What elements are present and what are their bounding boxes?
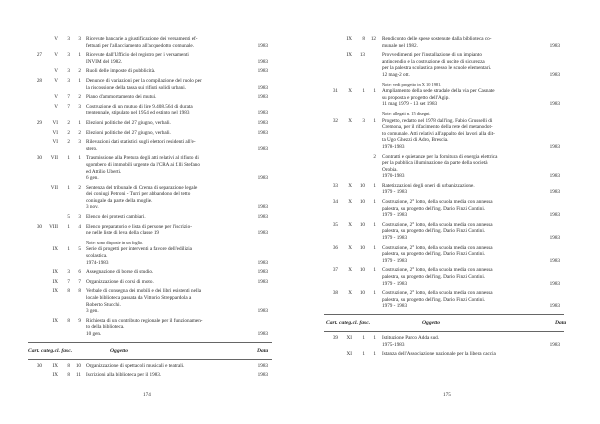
categoria: X [348,117,352,124]
inventory-entry [300,199,600,219]
entry-year: 1983 [257,308,268,315]
categoria: IX [346,36,352,42]
entry-year: 1983 [257,372,268,379]
classe: 7 [67,94,70,101]
entry-note: Note: sono disposte in un foglio. [86,239,144,245]
cartella-number: 33 [332,182,338,189]
inventory-entry [0,288,300,314]
categoria: VIII [49,223,58,230]
header-rule-bottom [28,359,272,360]
entry-year: 1983 [549,189,560,196]
fascicolo: 1 [78,155,81,162]
cartella-number: 29 [36,119,42,126]
inventory-entry [300,52,600,78]
cartella-number: 28 [36,77,42,84]
entry-subject: Piano d'ammortamento dei mutui. [86,94,157,101]
entry-year: 1983 [257,119,268,126]
inventory-entry [300,88,600,108]
fascicolo: 1 [373,267,376,274]
cartella-number: 39 [332,334,338,341]
inventory-entry [300,111,600,118]
fascicolo: 3 [78,36,81,42]
categoria: IX [52,362,58,369]
inventory-entry [0,269,300,276]
entry-subject: Organizzazione di spettacoli musicali e teatrali. [86,362,185,369]
entry-year: 1983 [257,330,268,337]
inventory-entry [0,224,300,237]
entry-subject: Costruzione di un mutuo di lire 9.408.564 di durata trentennale, stipulato nel 1954 ed estinto nel 1983 [86,103,193,117]
fascicolo: 1 [78,77,81,84]
header-reference-columns: Cart. categ.cl. fasc. [28,347,73,354]
categoria: V [54,36,58,42]
categoria: V [54,94,58,101]
inventory-entry [0,120,300,127]
fascicolo: 3 [78,214,81,221]
categoria: IX [52,246,58,253]
classe: 1 [67,155,70,162]
fascicolo: 1 [373,244,376,251]
entry-year: 1983 [549,257,560,264]
entry-note: Note: vedi progetto in X 10 1981. [382,81,442,87]
entry-year: 1983 [257,110,268,117]
fascicolo: 8 [78,288,81,295]
categoria: X [348,199,352,206]
classe: 10 [359,199,365,206]
header-rule-top [324,314,564,315]
header-date: Data [555,319,567,326]
entry-subject: Serie di progetti per interventi a favore dell'edilizia scolastica. 1974-1983 [86,246,192,266]
entry-subject: Ratetizzazioni degli oneri di urbanizzazione. 1979 - 1983 [382,182,475,196]
entry-subject: Ampliamento della sede stradale della via per Casnate su proposta e progetto dell'Agip. 11 mag 1979 - 13 set 1983 [382,88,495,108]
inventory-entry [300,245,600,265]
classe: 1 [362,334,365,341]
entry-year: 1983 [549,235,560,242]
fascicolo: 3 [78,103,81,110]
categoria: X [348,267,352,274]
cartella-number: 30 [36,223,42,230]
inventory-entry [300,183,600,196]
classe: 8 [67,362,70,369]
classe: 10 [359,290,365,297]
entry-subject: Sentenza del tribunale di Crema di separazione legale dei coniugi Petroni - Turri per abbandono del tetto coniugale da parte della moglie. 3 nov. [86,184,198,211]
inventory-entry [0,185,300,211]
right-page [300,0,600,424]
classe: 3 [67,52,70,59]
entry-year: 1983 [257,230,268,237]
entry-subject: Iscrizioni alla biblioteca per il 1983. [86,372,162,379]
classe: 10 [359,221,365,228]
entry-year: 1983 [257,129,268,136]
inventory-entry [300,222,600,242]
categoria: XI [346,351,352,358]
categoria: VI [52,129,58,136]
fascicolo: 2 [78,129,81,136]
fascicolo: 1 [373,334,376,341]
left-page-number: 174 [143,392,151,398]
categoria: IX [52,269,58,276]
entry-year: 1983 [257,362,268,369]
classe: 3 [67,269,70,276]
inventory-entry [300,154,600,180]
entry-subject: Richiesta di un contributo regionale per il funzionamen- to della biblioteca. 10 gen. [86,317,203,337]
fascicolo: 1 [373,182,376,189]
cartella-number: 27 [36,52,42,59]
categoria: IX [346,52,352,59]
fascicolo: 1 [373,351,376,358]
categoria: VI [52,139,58,146]
classe: 2 [67,139,70,146]
classe: 10 [359,267,365,274]
categoria: IX [52,317,58,324]
classe: 5 [67,214,70,221]
fascicolo: 3 [78,139,81,146]
classe: 8 [67,288,70,295]
inventory-entry [300,351,600,358]
header-subject: Oggetto [110,347,129,354]
entry-subject: Elenco preparatorio e lista di persone per l'iscrizio- ne nelle liste di leva della classe 19 [86,223,192,237]
fascicolo: 10 [75,362,81,369]
classe: 3 [67,68,70,75]
fascicolo: 7 [78,278,81,285]
entry-subject: Rilevazioni dati statistici sugli elettori residenti all'e- stero. [86,139,196,152]
entry-subject: Istanza dell'Associazione nazionale per la libera caccia [382,351,496,358]
categoria: IX [52,372,58,379]
inventory-entry [0,279,300,286]
fascicolo: 12 [370,36,376,42]
categoria: X [348,244,352,251]
entry-subject: Costruzione, 2° lotto, della scuola media con annessa palestra, su progetto dell'ing. Dario Finzi Contini. 1979 - 1983 [382,199,493,219]
entry-subject: Contratti e quietanze per la fornitura di energia elettrica per la pubblica illuminazione da parte della società Orobia. 1970-1983 [382,153,498,180]
categoria: X [348,182,352,189]
fascicolo: 6 [78,269,81,276]
table-header [0,346,300,358]
fascicolo: 1 [373,221,376,228]
inventory-entry [0,214,300,221]
fascicolo: 2 [78,68,81,75]
entry-subject: Istituzione Parco Adda sud. 1975-1983 [382,334,440,348]
categoria: X [348,88,352,95]
classe: 1 [362,351,365,358]
entry-year: 1983 [549,42,560,49]
categoria: VII [50,184,58,191]
entry-year: 1983 [549,101,560,108]
fascicolo: 1 [373,117,376,124]
entry-year: 1983 [257,145,268,152]
classe: 8 [67,372,70,379]
fascicolo: 5 [78,246,81,253]
entry-subject: Denunce di variazioni per la compilazione del ruolo per la riscossione della tassa sui rifiuti solidi urbani. [86,77,202,91]
entry-subject: Organizzazione di corsi di moto. [86,278,154,285]
cartella-number: 35 [332,221,338,228]
inventory-entry [0,104,300,117]
entry-year: 1983 [257,259,268,266]
inventory-entry [300,118,600,151]
left-page-entries [0,36,300,382]
inventory-entry [300,82,600,89]
entry-subject: Elezioni politiche del 27 giugno, verbali. [86,129,171,136]
classe: 1 [67,246,70,253]
classe: 7 [67,103,70,110]
entry-subject: Provvedimenti per l'installazione di un impianto antincendio e la costruzione di uscite di sicurezza per la palestra scolastica presso le scuole elementari. 12 mag-2 ott. [382,52,492,78]
classe: 7 [67,278,70,285]
classe: 1 [362,88,365,95]
fascicolo: 2 [78,184,81,191]
right-page-number: 175 [443,392,451,398]
entry-subject: Costruzione, 2° lotto, della scuola media con annessa palestra, su progetto dell'ing. Dario Finzi Contini. 1979 - 1983 [382,267,493,287]
entry-subject: Trasmissione alla Pretura degli atti relativi al rifiuto di sgombero di immobili urgente da l'CRA ai f.lli Stefano ed Attilio Uberti. 6 gen. [86,155,200,182]
categoria: V [54,77,58,84]
categoria: IX [52,288,58,295]
fascicolo: 4 [78,223,81,230]
classe: 2 [67,119,70,126]
entry-year: 1983 [257,84,268,91]
header-rule-top [28,342,272,343]
cartella-number: 31 [332,88,338,95]
header-rule-bottom [324,331,564,332]
inventory-entry [300,36,600,49]
entry-year: 1983 [549,143,560,150]
categoria: XI [346,334,352,341]
classe: 3 [67,77,70,84]
fascicolo: 2 [78,94,81,101]
entry-year: 1983 [257,269,268,276]
categoria: V [54,52,58,59]
entry-year: 1983 [549,280,560,287]
entry-year: 1983 [257,278,268,285]
entry-year: 1983 [257,214,268,221]
entry-subject: Costruzione, 2° lotto, della scuola media con annessa palestra, su progetto dell'ing. Dario Finzi Contini. 1979 - 1983 [382,221,493,242]
inventory-entry [0,318,300,338]
inventory-entry [0,78,300,91]
inventory-entry [300,335,600,348]
cartella-number: 32 [332,117,338,124]
table-header [300,318,600,330]
entry-year: 1983 [549,212,560,219]
categoria: V [54,103,58,110]
entry-subject: Progetto, redatto nel 1978 dall'ing. Fabio Grusselli di Cremona, per il rifacimento della rete del metanodot- to comunale. Atti relativi all'appalto dei lavori alla dit- ta Ugo Ghezzi di Adro, Brescia. 1978-1983 [382,117,495,150]
entry-note: Note: allegati n. 15 disegni. [382,110,431,116]
inventory-entry [0,139,300,152]
fascicolo: 9 [78,317,81,324]
fascicolo: 1 [78,119,81,126]
cartella-number: 37 [332,267,338,274]
entry-year: 1983 [257,204,268,211]
inventory-entry [0,246,300,266]
entry-year: 1983 [549,71,560,78]
inventory-entry [0,36,300,49]
entry-year: 1983 [257,175,268,182]
entry-year: 1983 [257,68,268,75]
entry-subject: Assegnazione di borse di studio. [86,269,154,276]
inventory-entry [0,94,300,101]
entry-subject: Ricevute dall'Ufficio del registro per i versamenti INVIM del 1982. [86,52,189,65]
inventory-entry [0,52,300,65]
entry-year: 1983 [549,341,560,348]
cartella-number: 34 [332,199,338,206]
categoria: IX [52,278,58,285]
inventory-entry [0,372,300,379]
fascicolo: 11 [76,372,81,379]
categoria: X [348,290,352,297]
entry-subject: Ricevute bancarie a giustificazione dei versamenti ef- fettuati per l'allacciamento all'acquedotto comunale. [86,36,198,49]
fascicolo: 1 [373,199,376,206]
entry-year: 1983 [257,58,268,65]
entry-subject: Rendiconto delle spese sostenute dalla biblioteca co- munale nel 1982. [382,36,492,49]
fascicolo: 2 [373,153,376,160]
cartella-number: 30 [36,362,42,369]
entry-subject: Elenco dei protesti cambiari. [86,214,146,221]
fascicolo: 1 [373,88,376,95]
classe: 1 [67,223,70,230]
entry-year: 1983 [549,173,560,180]
header-subject: Oggetto [422,319,441,326]
classe: 1 [67,184,70,191]
entry-year: 1983 [549,303,560,310]
classe: 8 [67,317,70,324]
classe: 13 [359,52,365,59]
header-date: Data [257,347,269,354]
inventory-entry [0,130,300,137]
entry-year: 1983 [257,94,268,101]
cartella-number: 30 [36,155,42,162]
entry-subject: Elezioni politiche del 27 giugno, verbali. [86,119,171,126]
categoria: VI [52,119,58,126]
entry-year: 1983 [257,42,268,49]
right-page-entries [300,36,600,361]
categoria: V [54,68,58,75]
inventory-entry [0,155,300,181]
header-reference-columns: Cart. categ.cl. fasc. [326,319,371,326]
inventory-entry [300,267,600,287]
categoria: X [348,221,352,228]
classe: 10 [359,182,365,189]
inventory-entry [0,363,300,370]
classe: 2 [67,129,70,136]
categoria: VII [50,155,58,162]
entry-subject: Ruoli delle imposte di pubblicità. [86,68,156,75]
cartella-number: 36 [332,244,338,251]
fascicolo: 1 [78,52,81,59]
entry-subject: Costruzione, 2° lotto, della scuola media con annessa palestra, su progetto dell'ing. Dario Finzi Contini. 1979 - 1983 [382,290,493,310]
inventory-entry [300,290,600,310]
entry-subject: Costruzione, 2° lotto, della scuola media con annessa palestra, su progetto dell'ing. Dario Finzi Contini. 1979 - 1983 [382,244,493,264]
classe: 10 [359,244,365,251]
entry-subject: Verbale di consegna dei mobili e dei libri esistenti nella locale biblioteca passata da Vittorio Streppardola a Roberto Stucchi. 3 gen. [86,288,202,315]
classe: 8 [362,36,365,42]
classe: 3 [67,36,70,42]
classe: 3 [362,117,365,124]
cartella-number: 38 [332,290,338,297]
inventory-entry [0,68,300,75]
fascicolo: 1 [373,290,376,297]
